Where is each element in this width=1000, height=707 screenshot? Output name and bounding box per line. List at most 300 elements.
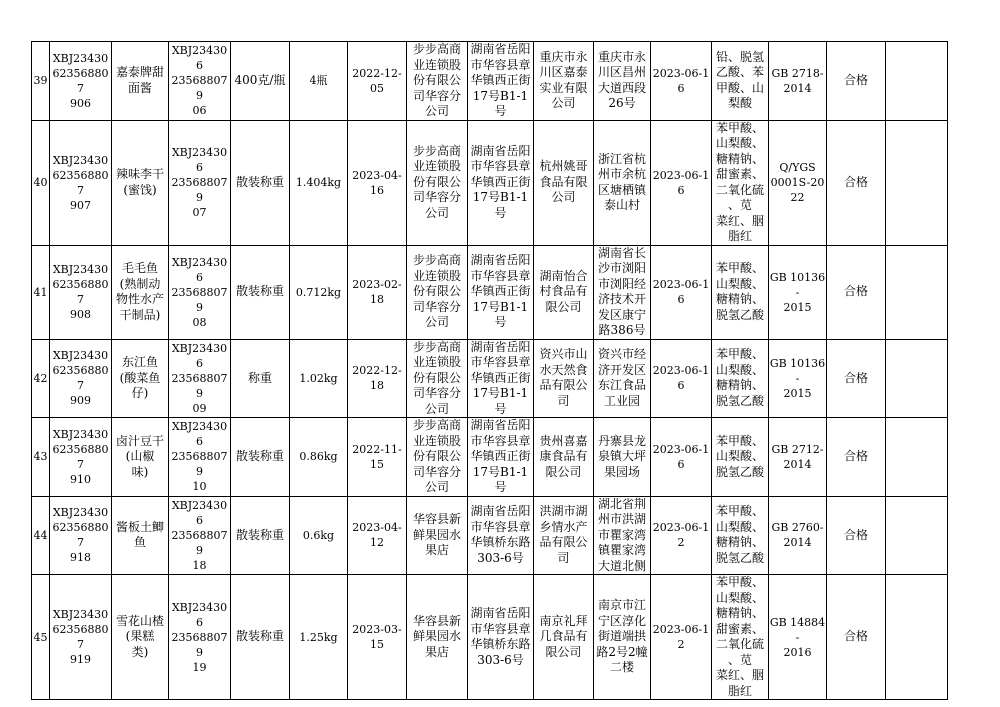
cell-line: GB 2760- [771, 521, 824, 535]
specification-cell: 散装称重 [231, 245, 290, 339]
cell-line: 州市余杭 [597, 167, 646, 181]
cell-line: 丹寨县龙 [597, 433, 646, 448]
cell-line: 份有限公 [412, 284, 461, 299]
producer-address-cell [594, 339, 651, 418]
cell-line: 仔) [131, 386, 149, 400]
cell-line: 2022-12- [352, 364, 402, 378]
cell-line: 业连锁股 [412, 433, 461, 448]
cell-line: 业连锁股 [412, 268, 461, 283]
cell-line: XBJ23430 [52, 153, 109, 167]
cell-line: 湖南怡合 [539, 268, 588, 283]
cell-line: 623568807 [52, 521, 109, 550]
cell-line: 卤汁豆干 [115, 433, 164, 448]
cell-line: 二氧化硫 [715, 182, 764, 197]
cell-line: GB 2712- [771, 442, 824, 456]
cell-line: GB 10136- [769, 270, 826, 299]
cell-line: 公司 [424, 205, 449, 220]
cell-line: 919 [70, 653, 91, 666]
cell-line: 2023-04- [352, 168, 402, 182]
cell-line: 二楼 [609, 660, 634, 675]
cell-line: 宁区淳化 [597, 613, 646, 628]
result-cell: 合格 [827, 496, 886, 575]
cell-line: 市华容县章 [470, 621, 531, 636]
cell-line: 10 [192, 480, 207, 494]
test-items-cell [712, 496, 769, 575]
cell-line: 623568807 [52, 168, 109, 197]
cell-line: 菜红、胭 [715, 213, 764, 228]
remarks-cell [886, 42, 948, 121]
quantity-cell: 0.712kg [290, 245, 348, 339]
cell-line: 泉镇大坪 [597, 449, 646, 463]
sample-code-cell [50, 575, 112, 700]
cell-line: 份有限公 [412, 73, 461, 87]
production-date-cell [348, 42, 407, 121]
cell-line: XBJ234306 [171, 600, 228, 629]
specification-cell: 散装称重 [231, 496, 290, 575]
cell-line: 司 [557, 393, 570, 408]
test-date-cell: 2023-06-12 [651, 575, 712, 700]
cell-line: 2014 [783, 457, 812, 471]
cell-line: 市华容县章 [470, 355, 531, 369]
cell-line: 味) [131, 464, 149, 479]
cell-line: 苯甲酸、 [715, 120, 764, 135]
cell-line: 湖南省岳阳 [470, 339, 531, 354]
cell-line: (蜜饯) [123, 182, 157, 197]
cell-line: 235688079 [171, 74, 228, 103]
producer-name-cell [534, 575, 594, 700]
seller-address-cell [468, 120, 534, 245]
cell-line: 份有限公 [412, 449, 461, 463]
production-date-cell [348, 418, 407, 497]
cell-line: 糖精钠、 [715, 292, 764, 306]
test-items-cell [712, 575, 769, 700]
cell-line: 235688079 [171, 630, 228, 659]
cell-line: 川区昌州 [597, 65, 646, 80]
row-number-cell: 44 [32, 496, 50, 575]
seller-address-cell [468, 496, 534, 575]
cell-line: GB 10136- [769, 356, 826, 385]
test-items-cell [712, 245, 769, 339]
cell-line: GB 14884- [769, 615, 826, 644]
cell-line: 市华容县章 [470, 433, 531, 448]
cell-line: 脱氢乙酸 [715, 550, 764, 565]
cell-line: 品有限公 [539, 378, 588, 393]
cell-line: 果店 [424, 644, 449, 659]
cell-line: 235688079 [171, 528, 228, 557]
producer-name-cell [534, 42, 594, 121]
result-cell: 合格 [827, 120, 886, 245]
cell-line: 司 [557, 550, 570, 565]
sample-code-cell [50, 418, 112, 497]
specification-cell: 散装称重 [231, 418, 290, 497]
cell-line: 公司 [551, 190, 576, 205]
test-items-cell [712, 120, 769, 245]
cell-line: 区塘栖镇 [597, 182, 646, 197]
cell-line: 几食品有 [539, 629, 588, 644]
cell-line: 910 [70, 472, 91, 486]
cell-line: 苯甲酸、 [715, 575, 764, 589]
cell-line: 大道西段 [597, 80, 646, 95]
cell-line: 235688079 [171, 450, 228, 479]
cell-line: 司华容分 [412, 299, 461, 314]
seller-name-cell [407, 418, 468, 497]
production-date-cell [348, 575, 407, 700]
cell-line: 梨酸 [727, 96, 752, 111]
remarks-cell [886, 339, 948, 418]
cell-line: 路386号 [598, 323, 646, 337]
seller-address-cell [468, 42, 534, 121]
food-name-cell [112, 418, 169, 497]
remarks-cell [886, 418, 948, 497]
cell-line: 酱板土鲫 [115, 519, 164, 534]
cell-line: 发区康宁 [597, 307, 646, 322]
cell-line: 甜蜜素、 [715, 621, 764, 636]
cell-line: 市瞿家湾 [597, 527, 646, 542]
food-name-cell [112, 42, 169, 121]
cell-line: 份有限公 [412, 174, 461, 189]
quantity-cell: 1.25kg [290, 575, 348, 700]
test-items-cell [712, 339, 769, 418]
production-date-cell [348, 245, 407, 339]
cell-line: 物性水产 [115, 292, 164, 306]
quantity-cell: 0.6kg [290, 496, 348, 575]
cell-line: 2015 [783, 386, 812, 400]
cell-line: 步步高商 [412, 418, 461, 432]
cell-line: 26号 [608, 96, 636, 111]
cell-line: 湖南省岳阳 [470, 42, 531, 56]
sample-code-cell [50, 245, 112, 339]
producer-name-cell [534, 339, 594, 418]
cell-line: 乙酸、苯 [715, 65, 764, 80]
report-number-cell [169, 496, 231, 575]
production-date-cell [348, 496, 407, 575]
cell-line: 糖精钠、 [715, 151, 764, 166]
producer-address-cell [594, 120, 651, 245]
cell-line: 华镇桥东路 [470, 637, 531, 651]
cell-line: 2015 [783, 300, 812, 314]
cell-line: 辣味李干 [115, 167, 164, 181]
cell-line: 17号B1-1号 [472, 88, 529, 118]
cell-line: 市华容县章 [470, 268, 531, 283]
producer-name-cell [534, 418, 594, 497]
cell-line: 重庆市永 [539, 49, 588, 64]
cell-line: 苯甲酸、 [715, 433, 764, 448]
cell-line: 15 [370, 638, 384, 651]
cell-line: 公司 [424, 104, 449, 118]
cell-line: 干制品) [119, 307, 161, 322]
cell-line: 铅、脱氢 [715, 49, 764, 64]
standard-cell [769, 418, 827, 497]
cell-line: (酸菜鱼 [119, 370, 161, 385]
cell-line: 糖精钠、 [715, 378, 764, 393]
cell-line: 济技术开 [597, 292, 646, 306]
producer-name-cell [534, 245, 594, 339]
cell-line: 18 [370, 293, 384, 306]
cell-line: 杭州姚哥 [539, 159, 588, 174]
cell-line: XBJ234306 [171, 498, 228, 527]
test-date-cell: 2023-06-16 [651, 120, 712, 245]
cell-line: 华镇西正街 [470, 73, 531, 87]
cell-line: 镇瞿家湾 [597, 543, 646, 557]
cell-line: 限公司 [545, 299, 582, 314]
cell-line: 脱氢乙酸 [715, 393, 764, 408]
cell-line: 菜红、胭 [715, 668, 764, 682]
report-number-cell [169, 245, 231, 339]
cell-line: 工业园 [603, 393, 640, 408]
cell-line: 街道端拱 [597, 629, 646, 644]
cell-line: 湖南省岳阳 [470, 143, 531, 158]
cell-line: 2023-04- [352, 521, 402, 535]
cell-line: XBJ23430 [52, 506, 109, 520]
cell-line: 泰山村 [603, 198, 640, 212]
cell-line: 司华容分 [412, 88, 461, 103]
cell-line: 华镇西正街 [470, 370, 531, 385]
producer-address-cell [594, 42, 651, 121]
test-date-cell: 2023-06-16 [651, 42, 712, 121]
standard-cell [769, 575, 827, 700]
specification-cell: 400克/瓶 [231, 42, 290, 121]
report-number-cell [169, 120, 231, 245]
seller-address-cell [468, 245, 534, 339]
test-date-cell: 2023-06-16 [651, 339, 712, 418]
cell-line: 15 [370, 457, 384, 471]
cell-line: 09 [192, 401, 207, 415]
cell-line: 公司 [424, 315, 449, 330]
cell-line: 业连锁股 [412, 57, 461, 72]
cell-line: 类) [131, 644, 149, 659]
cell-line: 糖精钠、 [715, 535, 764, 550]
cell-line: XBJ23430 [52, 51, 109, 65]
cell-line: 鲜果园水 [412, 629, 461, 644]
cell-line: 实业有限 [539, 80, 588, 95]
row-number-cell: 39 [32, 42, 50, 121]
table-row [32, 496, 948, 575]
seller-name-cell [407, 496, 468, 575]
producer-address-cell [594, 418, 651, 497]
cell-line: 17号B1-1号 [472, 190, 529, 220]
specification-cell: 散装称重 [231, 120, 290, 245]
cell-line: 19 [192, 660, 207, 674]
cell-line: 贵州喜嘉 [539, 433, 588, 448]
production-date-cell [348, 339, 407, 418]
cell-line: 湖南省岳阳 [470, 253, 531, 268]
cell-line: 山梨酸、 [715, 136, 764, 150]
cell-line: 脱氢乙酸 [715, 464, 764, 479]
cell-line: 限公司 [545, 644, 582, 659]
cell-line: XBJ23430 [52, 427, 109, 441]
cell-line: 华镇桥东路 [470, 535, 531, 550]
cell-line: 甜蜜素、 [715, 167, 764, 181]
table-row [32, 42, 948, 121]
specification-cell: 称重 [231, 339, 290, 418]
cell-line: 05 [370, 81, 384, 95]
producer-address-cell [594, 245, 651, 339]
cell-line: 17号B1-1号 [472, 464, 529, 494]
cell-line: 乡情水产 [539, 519, 588, 534]
remarks-cell [886, 496, 948, 575]
cell-line: XBJ234306 [171, 146, 228, 174]
report-number-cell [169, 339, 231, 418]
seller-name-cell [407, 339, 468, 418]
cell-line: 235688079 [171, 371, 228, 400]
cell-line: 623568807 [52, 623, 109, 651]
result-cell: 合格 [827, 245, 886, 339]
remarks-cell [886, 120, 948, 245]
table-row [32, 339, 948, 418]
cell-line: 二氧化硫 [715, 637, 764, 651]
row-number-cell: 41 [32, 245, 50, 339]
result-cell: 合格 [827, 339, 886, 418]
cell-line: 村食品有 [539, 284, 588, 299]
cell-line: 907 [70, 198, 91, 212]
specification-cell: 散装称重 [231, 575, 290, 700]
cell-line: 司华容分 [412, 386, 461, 400]
cell-line: 17号B1-1号 [472, 386, 529, 416]
cell-line: 脂红 [727, 683, 752, 698]
cell-line: XBJ23430 [52, 349, 109, 363]
test-date-cell: 2023-06-16 [651, 418, 712, 497]
report-number-cell [169, 42, 231, 121]
cell-line: 康食品有 [539, 449, 588, 463]
cell-line: 果园场 [603, 464, 640, 479]
cell-line: 步步高商 [412, 143, 461, 158]
producer-address-cell [594, 496, 651, 575]
cell-line: 雪花山楂 [115, 613, 164, 628]
test-items-cell [712, 42, 769, 121]
cell-line: 公司 [424, 480, 449, 494]
seller-address-cell [468, 339, 534, 418]
row-number-cell: 40 [32, 120, 50, 245]
cell-line: 资兴市山 [539, 347, 588, 362]
cell-line: 鲜果园水 [412, 527, 461, 542]
table-row [32, 418, 948, 497]
cell-line: 市浏阳经 [597, 276, 646, 291]
cell-line: 18 [370, 379, 384, 393]
cell-line: 份有限公 [412, 370, 461, 385]
cell-line: 公司 [551, 96, 576, 111]
cell-line: XBJ23430 [52, 608, 109, 621]
cell-line: 东江鱼 [121, 355, 158, 369]
cell-line: 906 [70, 96, 91, 110]
test-date-cell: 2023-06-16 [651, 245, 712, 339]
row-number-cell: 43 [32, 418, 50, 497]
cell-line: 2023-02- [352, 278, 402, 291]
producer-address-cell [594, 575, 651, 700]
cell-line: 南京市江 [597, 598, 646, 613]
cell-line: 业连锁股 [412, 159, 461, 174]
quantity-cell: 4瓶 [290, 42, 348, 121]
cell-line: 资兴市经 [597, 347, 646, 362]
cell-line: 918 [70, 551, 91, 565]
cell-line: 司华容分 [412, 190, 461, 205]
cell-line: 沙市浏阳 [597, 261, 646, 275]
table-row [32, 245, 948, 339]
cell-line: GB 2718- [771, 66, 824, 80]
cell-line: 909 [70, 394, 91, 408]
row-number-cell: 45 [32, 575, 50, 700]
report-number-cell [169, 575, 231, 700]
cell-line: XBJ234306 [171, 255, 228, 284]
result-cell: 合格 [827, 418, 886, 497]
test-items-cell [712, 418, 769, 497]
cell-line: 大道北侧 [597, 558, 646, 573]
table-row [32, 120, 948, 245]
cell-line: 步步高商 [412, 339, 461, 354]
cell-line: 业连锁股 [412, 355, 461, 369]
cell-line: 嘉泰牌甜 [115, 65, 164, 80]
seller-name-cell [407, 575, 468, 700]
cell-line: 山梨酸、 [715, 276, 764, 291]
production-date-cell [348, 120, 407, 245]
cell-line: 12 [370, 536, 384, 550]
cell-line: 山梨酸、 [715, 519, 764, 534]
cell-line: 07 [192, 206, 207, 219]
cell-line: 东江食品 [597, 378, 646, 393]
cell-line: 水天然食 [539, 362, 588, 377]
food-name-cell [112, 245, 169, 339]
report-number-cell [169, 418, 231, 497]
food-name-cell [112, 575, 169, 700]
cell-line: 司华容分 [412, 464, 461, 479]
cell-line: 908 [70, 308, 91, 321]
remarks-cell [886, 575, 948, 700]
cell-line: 南京礼拜 [539, 613, 588, 628]
cell-line: 苯甲酸、 [715, 504, 764, 519]
cell-line: XBJ234306 [171, 341, 228, 370]
cell-line: 鱼 [133, 535, 146, 550]
cell-line: 食品有限 [539, 174, 588, 189]
cell-line: 脂红 [727, 229, 752, 243]
cell-line: 623568807 [52, 364, 109, 393]
cell-line: 华容县新 [412, 512, 461, 526]
cell-line: 浙江省杭 [597, 151, 646, 166]
cell-line: 路2号2幢 [596, 644, 648, 659]
cell-line: 重庆市永 [597, 49, 646, 64]
table-row [32, 575, 948, 700]
cell-line: 脱氢乙酸 [715, 307, 764, 322]
cell-line: 18 [192, 558, 207, 572]
quantity-cell: 0.86kg [290, 418, 348, 497]
cell-line: 苯甲酸、 [715, 261, 764, 275]
standard-cell [769, 339, 827, 418]
cell-line: 湖南省长 [597, 245, 646, 260]
seller-address-cell [468, 575, 534, 700]
cell-line: Q/YGS [779, 161, 816, 174]
food-name-cell [112, 496, 169, 575]
cell-line: 06 [192, 104, 207, 118]
cell-line: 623568807 [52, 278, 109, 306]
cell-line: (山椒 [125, 449, 155, 463]
cell-line: 、苋 [727, 198, 752, 212]
cell-line: 湖南省岳阳 [470, 504, 531, 519]
seller-name-cell [407, 245, 468, 339]
test-date-cell: 2023-06-12 [651, 496, 712, 575]
cell-line: 235688079 [171, 176, 228, 204]
cell-line: 17号B1-1号 [472, 299, 529, 330]
cell-line: 果店 [424, 543, 449, 557]
cell-line: 303-6号 [477, 550, 524, 565]
cell-line: 毛毛鱼 [121, 261, 158, 275]
cell-line: 步步高商 [412, 42, 461, 56]
cell-line: 甲酸、山 [715, 80, 764, 95]
cell-line: 市华容县章 [470, 57, 531, 72]
standard-cell [769, 496, 827, 575]
cell-line: 2014 [783, 81, 812, 95]
cell-line: 山梨酸、 [715, 449, 764, 463]
sample-code-cell [50, 120, 112, 245]
result-cell: 合格 [827, 575, 886, 700]
cell-line: 洪湖市湖 [539, 504, 588, 519]
